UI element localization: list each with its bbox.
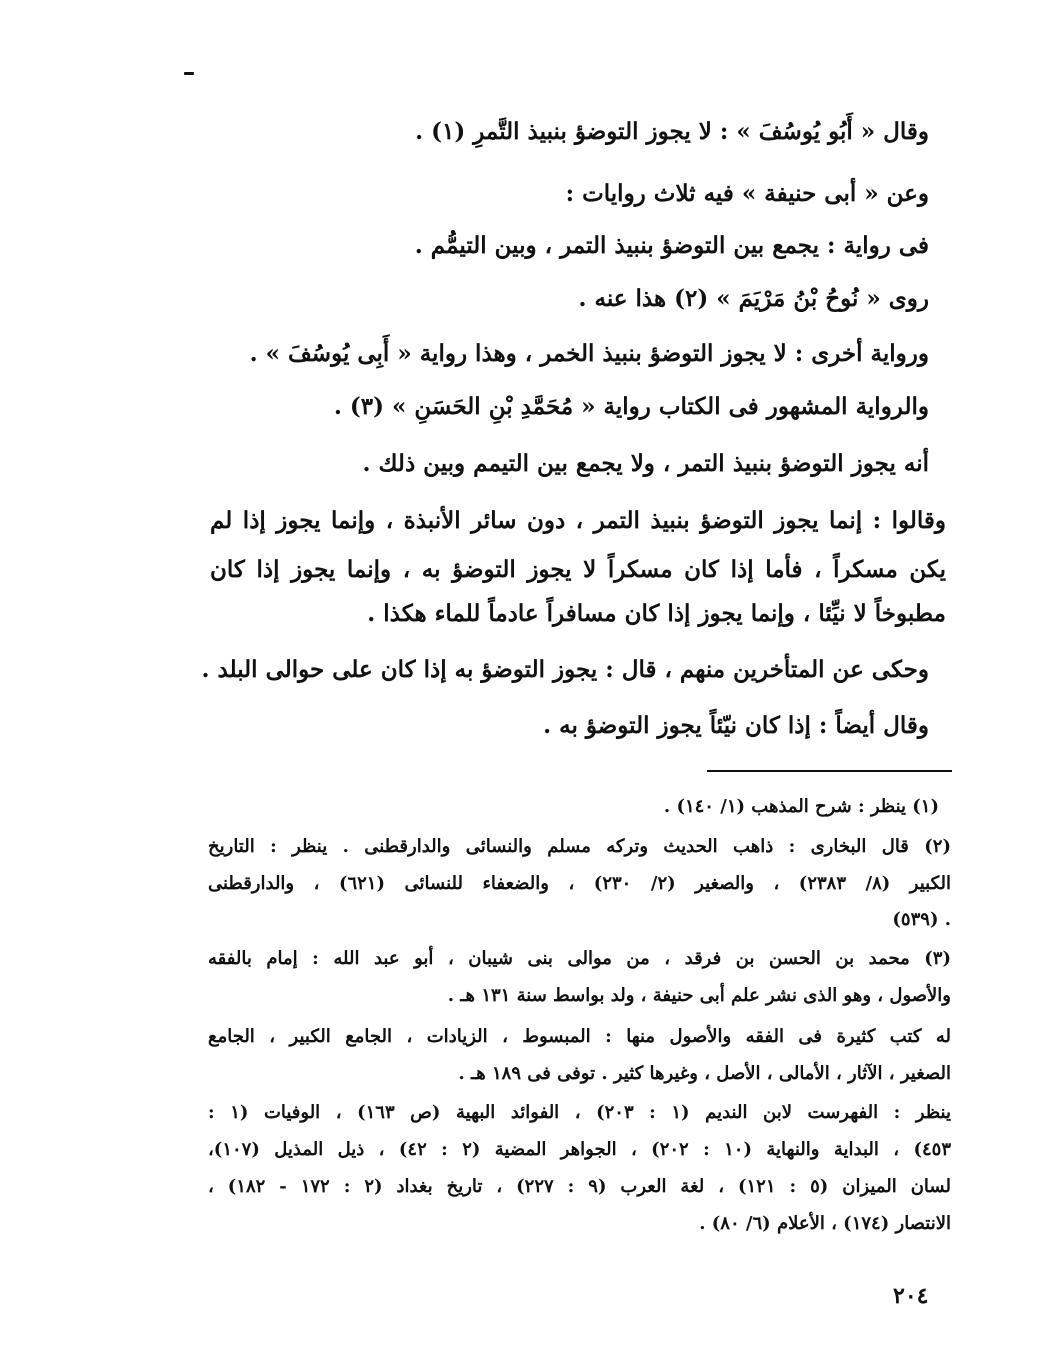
footnote-line: الكبير (٨/ ٢٣٨٣) ، والصغير (٢/ ٢٣٠) ، والضعفاء للنسائى (٦٢١) ، والدارقطنى bbox=[208, 873, 951, 894]
body-line: وحكى عن المتأخرين منهم ، قال : يجوز التوضؤ به إذا كان على حوالى البلد . bbox=[201, 656, 929, 683]
footnote-line: والأصول ، وهو الذى نشر علم أبى حنيفة ، ولد بواسط سنة ١٣١ هـ . bbox=[447, 985, 951, 1006]
footnote-line: (٥٣٩) . bbox=[892, 909, 951, 930]
footnote-line: (١) ينظر : شرح المذهب (١/ ١٤٠) . bbox=[663, 796, 939, 817]
body-line: فى رواية : يجمع بين التوضؤ بنبيذ التمر ، وبين التيمُّم . bbox=[414, 232, 929, 259]
footnote-line: له كتب كثيرة فى الفقه والأصول منها : المبسوط ، الزيادات ، الجامع الكبير ، الجامع bbox=[208, 1026, 951, 1047]
footnote-line: ٤٥٣) ، البداية والنهاية (١٠ : ٢٠٢) ، الجواهر المضية (٢ : ٤٢) ، ذيل المذيل (١٠٧)، bbox=[208, 1139, 951, 1160]
footnote-line: الانتصار (١٧٤) ، الأعلام (٦/ ٨٠) . bbox=[699, 1213, 951, 1234]
footnote-line: لسان الميزان (٥ : ١٢١) ، لغة العرب (٩ : ٢٢٧) ، تاريخ بغداد (٢ : ١٧٢ - ١٨٢) ، bbox=[208, 1176, 951, 1197]
scan-mark bbox=[184, 72, 194, 75]
body-line: وعن « أبى حنيفة » فيه ثلاث روايات : bbox=[565, 180, 929, 207]
body-line: مطبوخاً لا نيِّئا ، وإنما يجوز إذا كان مسافراً عادماً للماء هكذا . bbox=[367, 600, 946, 627]
page-number: ٢٠٤ bbox=[893, 1283, 929, 1309]
body-line: أنه يجوز التوضؤ بنبيذ التمر ، ولا يجمع بين التيمم وبين ذلك . bbox=[362, 450, 929, 477]
body-line: وقال « أَبُو يُوسُفَ » : لا يجوز التوضؤ بنبيذ التَّمرِ (١) . bbox=[415, 118, 929, 145]
body-line: روى « نُوحُ بْنُ مَرْيَمَ » (٢) هذا عنه . bbox=[578, 285, 929, 312]
body-line: يكن مسكراً ، فأما إذا كان مسكراً لا يجوز التوضؤ به ، وإنما يجوز إذا كان bbox=[210, 556, 946, 583]
footnote-separator bbox=[707, 770, 952, 772]
body-line: ورواية أخرى : لا يجوز التوضؤ بنبيذ الخمر ، وهذا رواية « أَبِى يُوسُفَ » . bbox=[249, 340, 929, 367]
body-line: وقال أيضاً : إذا كان نيّئاً يجوز التوضؤ به . bbox=[543, 712, 929, 739]
footnote-line: ينظر : الفهرست لابن النديم (١ : ٢٠٣) ، الفوائد البهية (ص ١٦٣) ، الوفيات (١ : bbox=[208, 1102, 951, 1123]
footnote-line: الصغير ، الآثار ، الأمالى ، الأصل ، وغيرها كثير . توفى فى ١٨٩ هـ . bbox=[458, 1063, 951, 1084]
body-line: وقالوا : إنما يجوز التوضؤ بنبيذ التمر ، دون سائر الأنبذة ، وإنما يجوز إذا لم bbox=[210, 507, 946, 534]
footnote-line: (٣) محمد بن الحسن بن فرقد ، من موالى بنى شيبان ، أبو عبد الله : إمام بالفقه bbox=[208, 948, 951, 969]
body-line: والرواية المشهور فى الكتاب رواية « مُحَمَّدِ بْنِ الحَسَنِ » (٣) . bbox=[333, 393, 929, 420]
footnote-line: (٢) قال البخارى : ذاهب الحديث وتركه مسلم والنسائى والدارقطنى . ينظر : التاريخ bbox=[208, 836, 951, 857]
